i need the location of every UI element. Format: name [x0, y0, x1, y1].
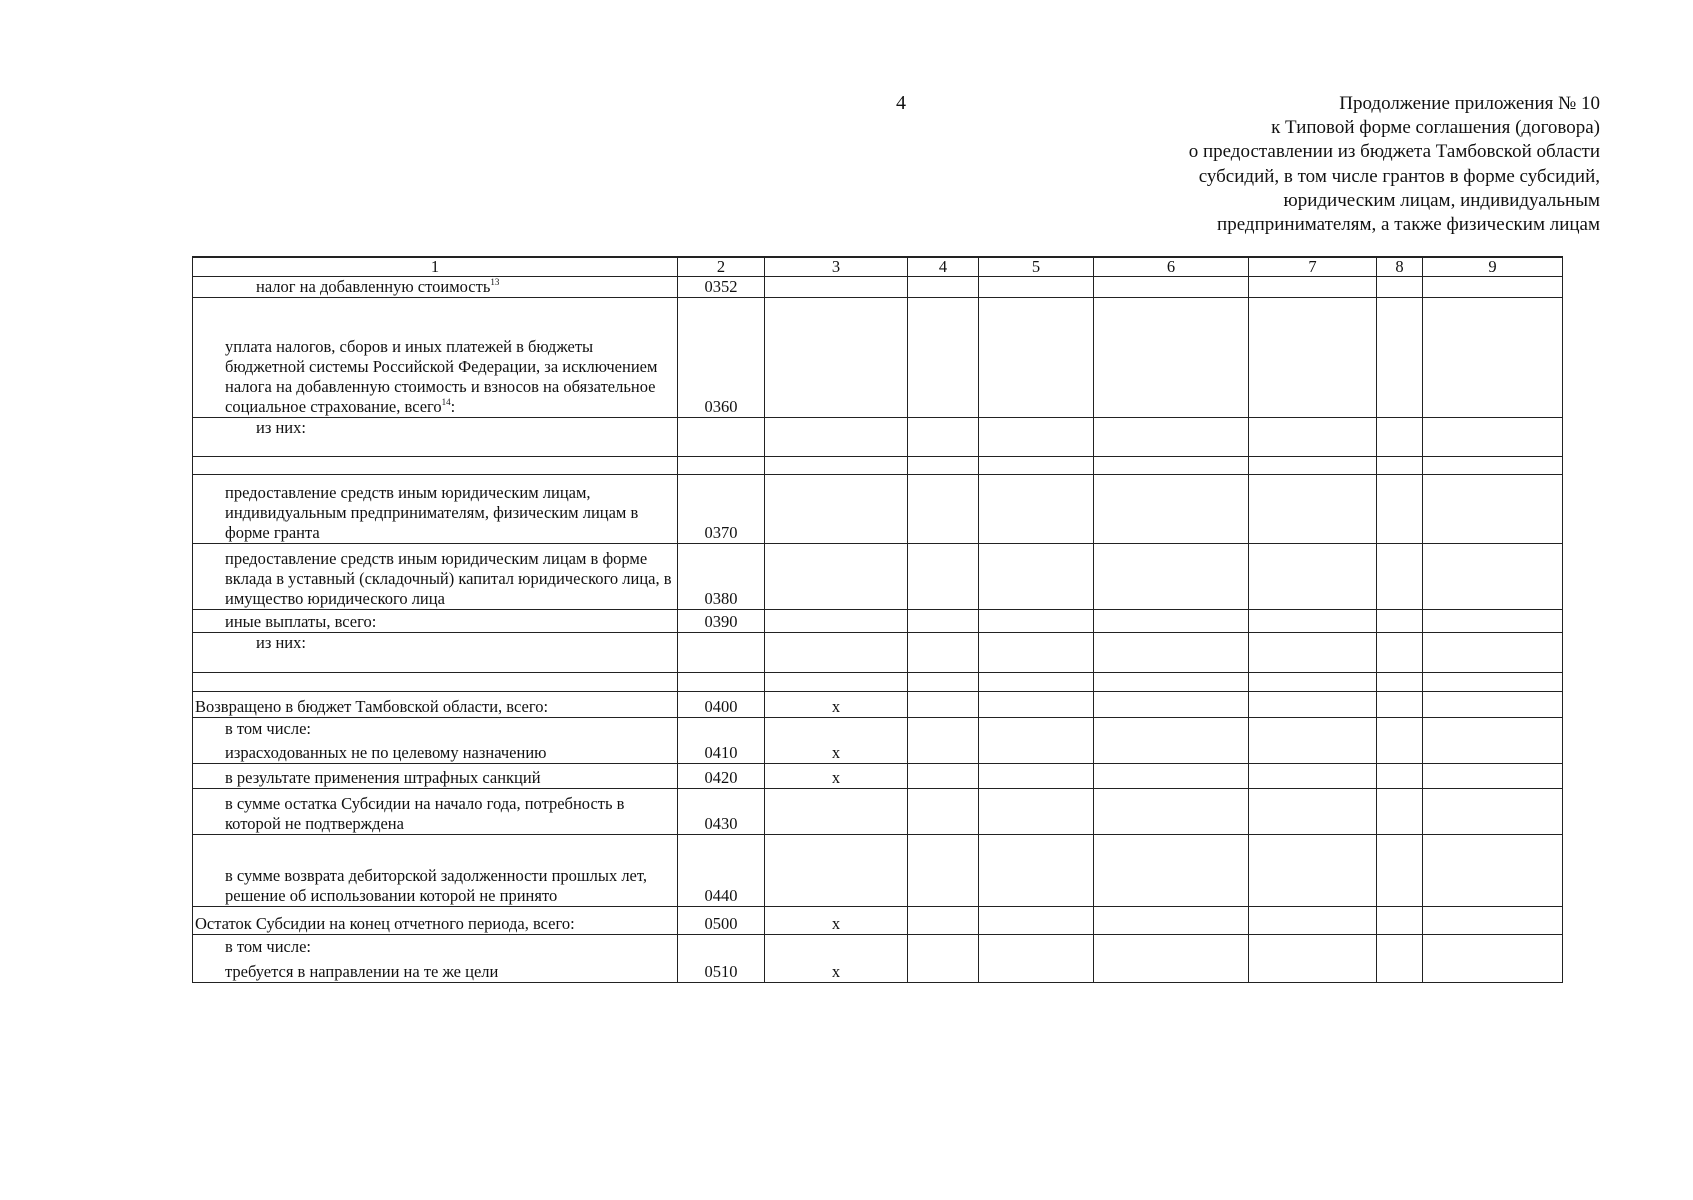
cell	[1423, 475, 1563, 544]
cell	[979, 907, 1094, 935]
table-row	[193, 418, 1563, 457]
cell	[1377, 764, 1423, 789]
row-label: из них:	[193, 418, 678, 457]
cell	[765, 298, 908, 418]
row-label: из них:	[193, 633, 678, 673]
cell	[1377, 418, 1423, 457]
page-number: 4	[896, 92, 906, 114]
cell	[765, 277, 908, 298]
cell	[979, 692, 1094, 718]
row-code: 0410	[678, 718, 765, 764]
cell	[1094, 673, 1249, 692]
appendix-line: предпринимателям, а также физическим лицам	[1217, 214, 1600, 236]
table-row	[193, 277, 1563, 298]
row-code: 0440	[678, 835, 765, 907]
cell	[979, 835, 1094, 907]
cell	[1094, 277, 1249, 298]
cell	[1249, 718, 1377, 764]
cell	[1423, 633, 1563, 673]
cell	[1249, 907, 1377, 935]
table-row	[193, 610, 1563, 633]
cell	[1249, 418, 1377, 457]
cell	[1094, 298, 1249, 418]
cell	[1249, 610, 1377, 633]
cell	[1423, 610, 1563, 633]
column-header: 4	[908, 257, 979, 277]
row-label: в результате применения штрафных санкций	[193, 764, 678, 789]
cell	[908, 907, 979, 935]
cell	[908, 457, 979, 475]
column-header: 7	[1249, 257, 1377, 277]
cell	[1423, 418, 1563, 457]
cell	[1377, 907, 1423, 935]
cell	[1423, 457, 1563, 475]
row-label: иные выплаты, всего:	[193, 610, 678, 633]
row-label: в том числе: израсходованных не по целевому назначению	[193, 718, 678, 764]
cell	[979, 718, 1094, 764]
cell	[979, 277, 1094, 298]
cell	[765, 475, 908, 544]
cell	[979, 789, 1094, 835]
cell	[765, 544, 908, 610]
table-row	[193, 673, 1563, 692]
cell	[1249, 457, 1377, 475]
table-row	[193, 907, 1563, 935]
cell	[1094, 907, 1249, 935]
cell	[908, 835, 979, 907]
cell	[1423, 935, 1563, 983]
cell	[979, 673, 1094, 692]
row-label: в сумме возврата дебиторской задолженности прошлых лет, решение об использовании которой не принято	[193, 835, 678, 907]
table-row	[193, 718, 1563, 764]
cell	[765, 633, 908, 673]
cell	[979, 935, 1094, 983]
row-code: 0430	[678, 789, 765, 835]
cell	[1377, 298, 1423, 418]
row-code: 0360	[678, 298, 765, 418]
cell	[1249, 544, 1377, 610]
row-label: Остаток Субсидии на конец отчетного периода, всего:	[193, 907, 678, 935]
cell	[1249, 298, 1377, 418]
cell	[1094, 835, 1249, 907]
cell	[1249, 764, 1377, 789]
row-code: 0500	[678, 907, 765, 935]
row-code: 0352	[678, 277, 765, 298]
column-header: 8	[1377, 257, 1423, 277]
column-header: 6	[1094, 257, 1249, 277]
table-row	[193, 789, 1563, 835]
row-code: 0400	[678, 692, 765, 718]
cell	[1094, 418, 1249, 457]
cell	[1094, 544, 1249, 610]
column-header: 1	[193, 257, 678, 277]
report-table	[192, 256, 1563, 983]
cell	[908, 544, 979, 610]
row-code: 0390	[678, 610, 765, 633]
cell	[1377, 718, 1423, 764]
cell	[1094, 475, 1249, 544]
cell	[1249, 633, 1377, 673]
cell: x	[765, 935, 908, 983]
appendix-header	[1040, 92, 1600, 237]
column-header: 5	[979, 257, 1094, 277]
table-row	[193, 633, 1563, 673]
cell	[1249, 673, 1377, 692]
appendix-line: юридическим лицам, индивидуальным	[1283, 189, 1600, 211]
cell	[765, 610, 908, 633]
cell	[908, 610, 979, 633]
cell	[765, 673, 908, 692]
cell	[765, 789, 908, 835]
cell	[1377, 277, 1423, 298]
cell	[1094, 457, 1249, 475]
table-row	[193, 835, 1563, 907]
cell	[908, 418, 979, 457]
cell: x	[765, 692, 908, 718]
cell	[1377, 673, 1423, 692]
cell	[979, 475, 1094, 544]
cell	[765, 835, 908, 907]
cell	[1423, 907, 1563, 935]
row-code	[678, 457, 765, 475]
appendix-line: к Типовой форме соглашения (договора)	[1271, 117, 1600, 139]
cell	[1377, 835, 1423, 907]
cell	[1423, 718, 1563, 764]
cell	[908, 789, 979, 835]
cell	[908, 764, 979, 789]
row-label: Возвращено в бюджет Тамбовской области, всего:	[193, 692, 678, 718]
cell	[1249, 789, 1377, 835]
cell: x	[765, 907, 908, 935]
appendix-line: Продолжение приложения № 10	[1339, 93, 1600, 114]
cell	[1094, 692, 1249, 718]
row-code: 0510	[678, 935, 765, 983]
cell	[979, 544, 1094, 610]
row-code	[678, 673, 765, 692]
cell	[1377, 789, 1423, 835]
row-code	[678, 418, 765, 457]
cell	[1423, 673, 1563, 692]
cell	[1094, 633, 1249, 673]
cell	[908, 692, 979, 718]
cell	[1249, 935, 1377, 983]
cell	[765, 418, 908, 457]
cell	[1094, 764, 1249, 789]
cell	[1423, 764, 1563, 789]
cell	[979, 764, 1094, 789]
row-label: в сумме остатка Субсидии на начало года, потребность в которой не подтверждена	[193, 789, 678, 835]
cell	[908, 935, 979, 983]
column-header: 3	[765, 257, 908, 277]
cell	[1423, 277, 1563, 298]
cell	[1249, 475, 1377, 544]
table-row	[193, 764, 1563, 789]
table-row	[193, 298, 1563, 418]
cell	[979, 610, 1094, 633]
row-label: в том числе: требуется в направлении на те же цели	[193, 935, 678, 983]
row-label: предоставление средств иным юридическим лицам, индивидуальным предпринимателям, физическим лицам в форме гранта	[193, 475, 678, 544]
cell	[908, 277, 979, 298]
cell	[1423, 789, 1563, 835]
cell	[1249, 277, 1377, 298]
column-header: 2	[678, 257, 765, 277]
cell	[1249, 692, 1377, 718]
cell	[908, 298, 979, 418]
cell	[1094, 718, 1249, 764]
row-label: предоставление средств иным юридическим лицам в форме вклада в уставный (складочный) капитал юридического лица, в имущество юридического лица	[193, 544, 678, 610]
cell	[1377, 633, 1423, 673]
cell	[1094, 935, 1249, 983]
table-row	[193, 457, 1563, 475]
cell: x	[765, 764, 908, 789]
cell	[765, 457, 908, 475]
row-label: уплата налогов, сборов и иных платежей в бюджеты бюджетной системы Российской Федерации, за исключением налога на добавленную стоимость и взносов на обязательное социальное страхование, всего$^{14}$:	[193, 298, 678, 418]
row-label: налог на добавленную стоимость$^{13}$	[193, 277, 678, 298]
cell: x	[765, 718, 908, 764]
cell	[979, 633, 1094, 673]
appendix-line: субсидий, в том числе грантов в форме субсидий,	[1198, 165, 1600, 187]
cell	[1423, 835, 1563, 907]
row-code	[678, 633, 765, 673]
cell	[1377, 457, 1423, 475]
cell	[908, 673, 979, 692]
cell	[908, 718, 979, 764]
appendix-line: о предоставлении из бюджета Тамбовской области	[1188, 141, 1600, 163]
cell	[1377, 692, 1423, 718]
cell	[979, 298, 1094, 418]
cell	[1377, 475, 1423, 544]
table-row	[193, 692, 1563, 718]
column-number-row	[193, 257, 1563, 277]
row-code: 0370	[678, 475, 765, 544]
cell	[1094, 789, 1249, 835]
table-row	[193, 475, 1563, 544]
cell	[1377, 610, 1423, 633]
cell	[1094, 610, 1249, 633]
row-code: 0380	[678, 544, 765, 610]
cell	[1377, 544, 1423, 610]
cell	[1423, 298, 1563, 418]
cell	[908, 475, 979, 544]
row-label	[193, 673, 678, 692]
table-row	[193, 935, 1563, 983]
cell	[979, 457, 1094, 475]
column-header: 9	[1423, 257, 1563, 277]
cell	[1423, 544, 1563, 610]
cell	[1423, 692, 1563, 718]
cell	[1377, 935, 1423, 983]
cell	[979, 418, 1094, 457]
row-label	[193, 457, 678, 475]
cell	[908, 633, 979, 673]
row-code: 0420	[678, 764, 765, 789]
cell	[1249, 835, 1377, 907]
table-row	[193, 544, 1563, 610]
